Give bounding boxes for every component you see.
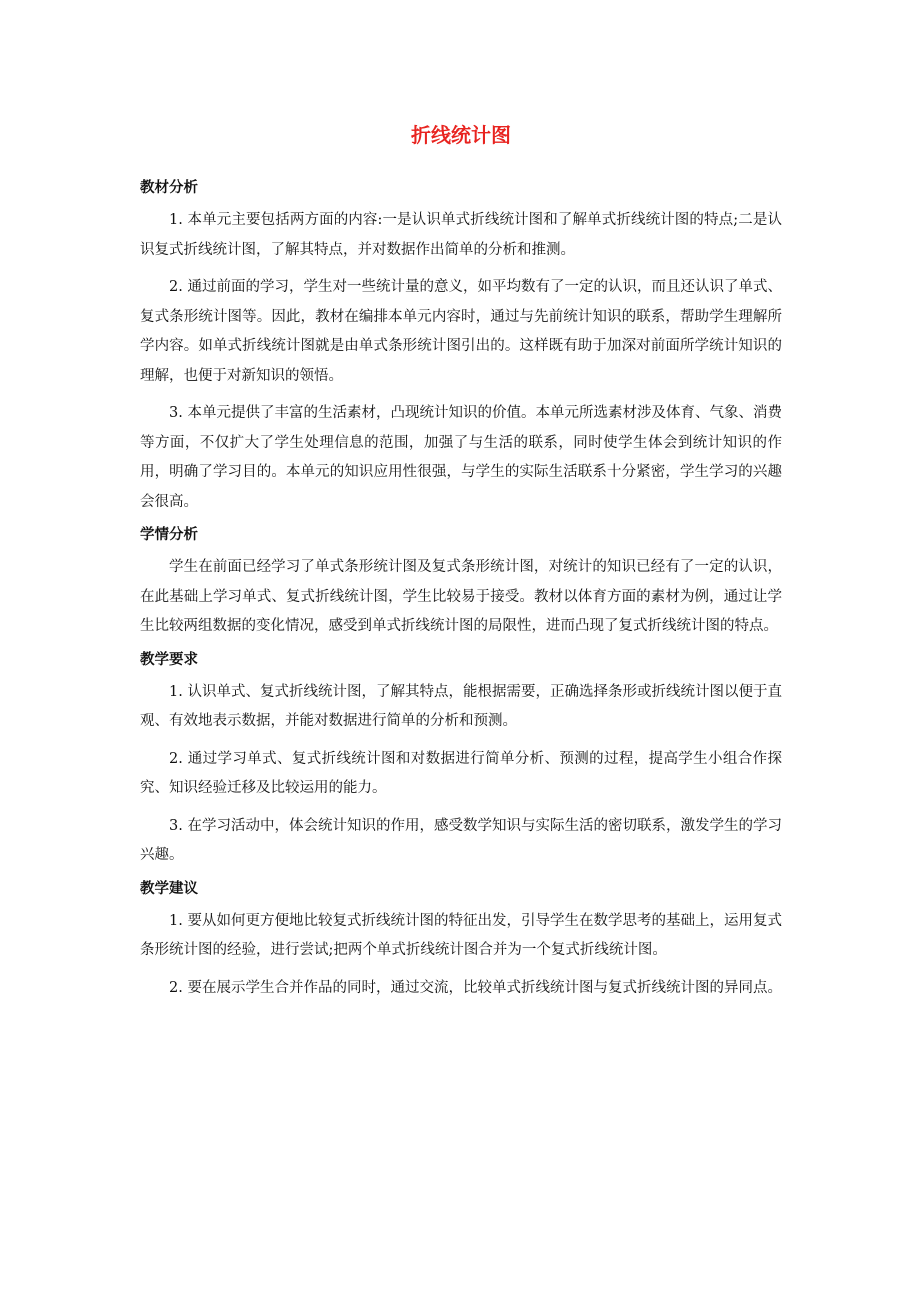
section-heading: 教学要求 xyxy=(140,651,198,668)
paragraph: 3. 在学习活动中，体会统计知识的作用，感受数学知识与实际生活的密切联系，激发学生的学习兴趣。 xyxy=(140,817,782,863)
paragraph: 1. 认识单式、复式折线统计图，了解其特点，能根据需要，正确选择条形或折线统计图以便于直观、有效地表示数据，并能对数据进行简单的分析和预测。 xyxy=(140,683,782,729)
section-textbook-analysis xyxy=(140,178,782,517)
paragraph: 2. 通过学习单式、复式折线统计图和对数据进行简单分析、预测的过程，提高学生小组合作探究、知识经验迁移及比较运用的能力。 xyxy=(140,750,782,796)
section-heading: 教材分析 xyxy=(140,180,198,196)
paragraph: 2. 要在展示学生合并作品的同时，通过交流，比较单式折线统计图与复式折线统计图的异同点。 xyxy=(169,979,782,996)
section-teaching-requirements xyxy=(140,650,782,871)
paragraph: 1. 要从如何更方便地比较复式折线统计图的特征出发，引导学生在数学思考的基础上，运用复式条形统计图的经验，进行尝试;把两个单式折线统计图合并为一个复式折线统计图。 xyxy=(140,912,782,958)
paragraph: 学生在前面已经学习了单式条形统计图及复式条形统计图，对统计的知识已经有了一定的认识，在此基础上学习单式、复式折线统计图，学生比较易于接受。教材以体育方面的素材为例，通过让学生比较两组数据的变化情况，感受到单式折线统计图的局限性，进而凸现了复式折线统计图的特点。 xyxy=(140,559,782,634)
document-page xyxy=(140,118,782,1011)
paragraph: 1. 本单元主要包括两方面的内容:一是认识单式折线统计图和了解单式折线统计图的特点;二是认识复式折线统计图，了解其特点，并对数据作出简单的分析和推测。 xyxy=(140,212,782,258)
paragraph: 3. 本单元提供了丰富的生活素材，凸现统计知识的价值。本单元所选素材涉及体育、气象、消费等方面，不仅扩大了学生处理信息的范围，加强了与生活的联系，同时使学生体会到统计知识的作用，明确了学习目的。本单元的知识应用性很强，与学生的实际生活联系十分紧密，学生学习的兴趣会很高。 xyxy=(140,405,782,510)
section-teaching-suggestions xyxy=(140,879,782,1004)
section-heading: 学情分析 xyxy=(140,527,198,543)
section-student-analysis xyxy=(140,525,782,642)
section-heading: 教学建议 xyxy=(140,880,198,897)
document-title: 折线统计图 xyxy=(411,123,511,147)
paragraph: 2. 通过前面的学习，学生对一些统计量的意义，如平均数有了一定的认识，而且还认识了单式、复式条形统计图等。因此，教材在编排本单元内容时，通过与先前统计知识的联系，帮助学生理解所学内容。如单式折线统计图就是由单式条形统计图引出的。这样既有助于加深对前面所学统计知识的理解，也便于对新知识的领悟。 xyxy=(140,279,782,384)
